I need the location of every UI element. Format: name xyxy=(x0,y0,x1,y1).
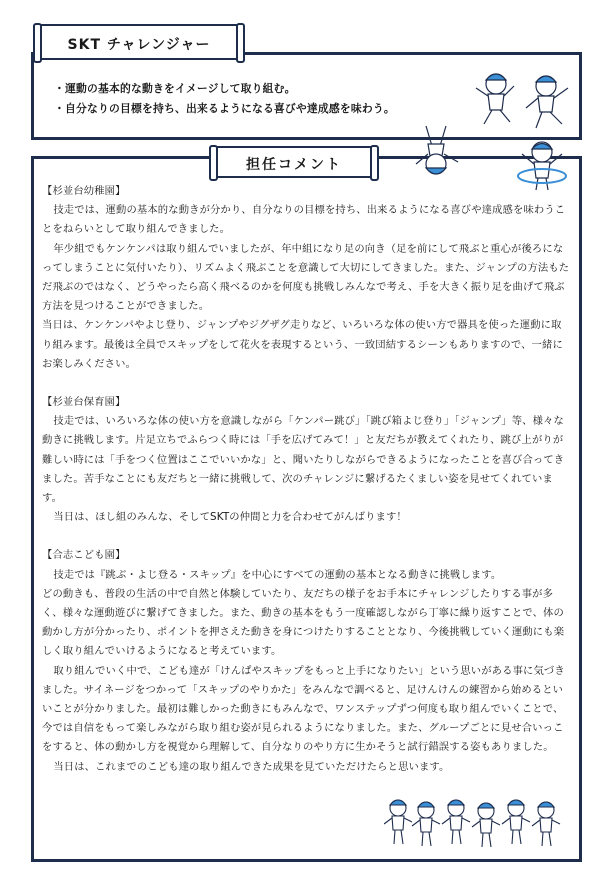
hula-hoop-child-icon xyxy=(514,140,570,194)
paragraph: 年少組でもケンケンパは取り組んでいましたが、年中組になり足の向き（足を前にして飛ぶと重心が後ろになってしまうことに気付いたり）、リズムよく飛ぶことを意識して大切にしてきました。また、ジャンプの方法もただ飛ぶのではなく、どうやったら高く飛べるのかを何度も挑戦しみんなで考え、手を大きく振り足を曲げて飛ぶ方法を見つけることができました。 xyxy=(42,242,570,313)
paragraph: 取り組んでいく中で、こども達が「けんぱやスキップをもっと上手になりたい」という思いがある事に気づきました。サイネージをつかって「スキップのやりかた」をみんなで調べると、足けんけんの練習から始めるといいことが分かりました。最初は難しかった動きにもみんなで、ワンステップずつ何度も取り組んでいくことで、今では自信をもって楽しみながら取り組む姿が見られるようになりました。また、グループごとに見せ合いっこをすると、体の動かし方を視覚から理解して、自分なりのやり方に生かそうと試行錯誤する姿もありました。 xyxy=(42,664,565,754)
goal-item: ・運動の基本的な動きをイメージして取り組む。 xyxy=(54,82,296,95)
paragraph: 当日は、これまでのこども達の取り組んできた成果を見ていただけたらと思います。 xyxy=(53,760,450,773)
section-heading: 【杉並台保育園】 xyxy=(42,396,126,409)
comment-content xyxy=(42,182,570,796)
child-figure xyxy=(384,800,412,844)
paragraph: 当日は、ケンケンパやよじ登り、ジャンプやジグザグ走りなど、いろいろな体の使い方で器具を使った運動に取り組みます。最後は全員でスキップをして花火を表現するという、一致団結するシーンもありますので、一緒にお楽しみください。 xyxy=(42,319,563,370)
marching-children-icon xyxy=(384,794,576,856)
comment-banner xyxy=(214,146,374,178)
section-heading: 【杉並台幼稚園】 xyxy=(42,185,126,197)
cartwheel-child-icon xyxy=(412,124,462,178)
goals-list xyxy=(54,79,395,119)
page-title: SKT チャレンジャー xyxy=(67,37,211,53)
paragraph: どの動きも、普段の生活の中で自然と体験していたり、友だちの様子をお手本にチャレンジしたりする事が多く、様々な運動遊びに繋げてきました。また、動きの基本をもう一度確認しながら丁寧に繰り返すことで、体の動かし方が分かったり、ポイントを押さえた動きを身につけたりすることとなり、今後挑戦していく運動にも楽しく取り組んでいけるようになると考えています。 xyxy=(42,587,565,658)
section-suginamidai-nursery xyxy=(42,393,570,527)
goal-item: ・自分なりの目標を持ち、出来るようになる喜びや達成感を味わう。 xyxy=(54,102,395,115)
paragraph: 技走では、いろいろな体の使い方を意識しながら「ケンパー跳び」「跳び箱よじ登り」「ジャンプ」等、様々な動きに挑戦します。片足立ちでふらつく時には「手を広げてみて！」と友だちが教えてくれたり、跳び上がりが難しい時には「手をつく位置はここでいいかな」と、聞いたりしながらできるようになったことを喜び合ってきました。苦手なことにも友だちと一緒に挑戦して、次のチャレンジに繋げるたくましい姿を見せてくれています。 xyxy=(42,415,565,505)
title-banner xyxy=(38,24,240,60)
paragraph: 技走では『跳ぶ・よじ登る・スキップ』を中心にすべての運動の基本となる動きに挑戦します。 xyxy=(53,568,502,581)
paragraph: 当日は、ほし組のみんな、そしてSKTの仲間と力を合わせてがんばります！ xyxy=(53,511,407,524)
comment-title: 担任コメント xyxy=(246,157,342,173)
section-heading: 【合志こども園】 xyxy=(42,549,126,562)
section-koshi-kodomoen xyxy=(42,546,570,776)
paragraph: 技走では、運動の基本的な動きが分かり、自分なりの目標を持ち、出来るようになる喜びや達成感を味わうことをねらいとして取り組んできました。 xyxy=(42,204,566,236)
running-children-icon xyxy=(470,66,578,136)
section-suginamidai-kindergarten xyxy=(42,182,570,374)
